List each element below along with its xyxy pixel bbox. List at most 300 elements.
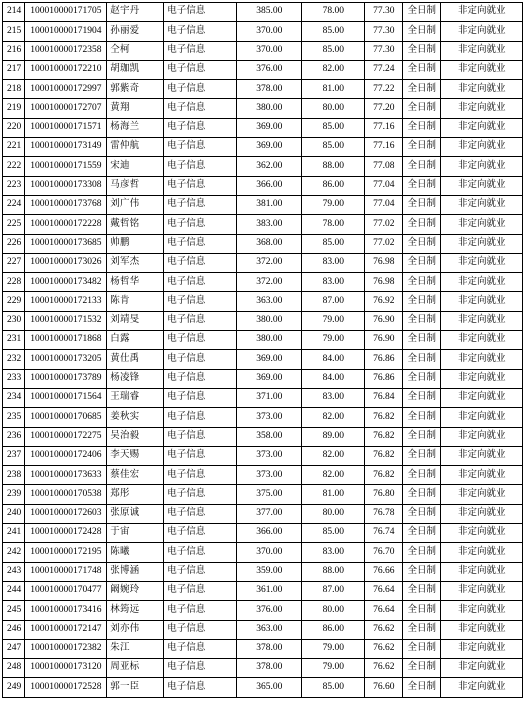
name-cell: 刘靖旻 (107, 311, 164, 330)
employment-type-cell: 非定向就业 (441, 350, 523, 369)
table-row (3, 620, 523, 639)
retest-score-cell: 85.00 (302, 678, 365, 697)
total-score-cell: 76.86 (365, 369, 403, 388)
exam-id-cell: 100010000172195 (25, 543, 107, 562)
rank-cell: 214 (3, 3, 25, 22)
name-cell: 刘广伟 (107, 195, 164, 214)
initial-score-cell: 363.00 (237, 620, 302, 639)
retest-score-cell: 80.00 (302, 99, 365, 118)
name-cell: 杨海兰 (107, 118, 164, 137)
initial-score-cell: 370.00 (237, 543, 302, 562)
employment-type-cell: 非定向就业 (441, 195, 523, 214)
exam-id-cell: 100010000172228 (25, 215, 107, 234)
rank-cell: 243 (3, 562, 25, 581)
employment-type-cell: 非定向就业 (441, 485, 523, 504)
exam-id-cell: 100010000172406 (25, 446, 107, 465)
total-score-cell: 76.70 (365, 543, 403, 562)
total-score-cell: 76.84 (365, 388, 403, 407)
major-cell: 电子信息 (164, 543, 237, 562)
rank-cell: 247 (3, 639, 25, 658)
total-score-cell: 76.82 (365, 466, 403, 485)
exam-id-cell: 100010000170538 (25, 485, 107, 504)
employment-type-cell: 非定向就业 (441, 581, 523, 600)
employment-type-cell: 非定向就业 (441, 601, 523, 620)
study-mode-cell: 全日制 (403, 543, 441, 562)
total-score-cell: 76.64 (365, 581, 403, 600)
retest-score-cell: 82.00 (302, 466, 365, 485)
study-mode-cell: 全日制 (403, 292, 441, 311)
table-row (3, 581, 523, 600)
initial-score-cell: 375.00 (237, 485, 302, 504)
initial-score-cell: 371.00 (237, 388, 302, 407)
retest-score-cell: 79.00 (302, 639, 365, 658)
employment-type-cell: 非定向就业 (441, 3, 523, 22)
initial-score-cell: 385.00 (237, 3, 302, 22)
total-score-cell: 77.24 (365, 60, 403, 79)
rank-cell: 217 (3, 60, 25, 79)
exam-id-cell: 100010000172528 (25, 678, 107, 697)
employment-type-cell: 非定向就业 (441, 331, 523, 350)
total-score-cell: 76.82 (365, 408, 403, 427)
major-cell: 电子信息 (164, 3, 237, 22)
major-cell: 电子信息 (164, 118, 237, 137)
major-cell: 电子信息 (164, 659, 237, 678)
study-mode-cell: 全日制 (403, 427, 441, 446)
rank-cell: 225 (3, 215, 25, 234)
name-cell: 孙丽爱 (107, 22, 164, 41)
exam-id-cell: 100010000173633 (25, 466, 107, 485)
total-score-cell: 76.86 (365, 350, 403, 369)
retest-score-cell: 78.00 (302, 215, 365, 234)
major-cell: 电子信息 (164, 408, 237, 427)
table-row (3, 466, 523, 485)
study-mode-cell: 全日制 (403, 601, 441, 620)
exam-id-cell: 100010000171564 (25, 388, 107, 407)
study-mode-cell: 全日制 (403, 253, 441, 272)
name-cell: 周亚标 (107, 659, 164, 678)
admission-results-table (2, 2, 523, 698)
rank-cell: 226 (3, 234, 25, 253)
name-cell: 陈曦 (107, 543, 164, 562)
major-cell: 电子信息 (164, 176, 237, 195)
total-score-cell: 76.82 (365, 427, 403, 446)
study-mode-cell: 全日制 (403, 234, 441, 253)
major-cell: 电子信息 (164, 524, 237, 543)
total-score-cell: 77.08 (365, 157, 403, 176)
study-mode-cell: 全日制 (403, 485, 441, 504)
study-mode-cell: 全日制 (403, 118, 441, 137)
total-score-cell: 77.04 (365, 176, 403, 195)
major-cell: 电子信息 (164, 446, 237, 465)
table-row (3, 601, 523, 620)
exam-id-cell: 100010000171532 (25, 311, 107, 330)
table-row (3, 659, 523, 678)
table-row (3, 388, 523, 407)
total-score-cell: 76.80 (365, 485, 403, 504)
initial-score-cell: 372.00 (237, 273, 302, 292)
study-mode-cell: 全日制 (403, 524, 441, 543)
name-cell: 雷仲航 (107, 138, 164, 157)
name-cell: 李天赐 (107, 446, 164, 465)
major-cell: 电子信息 (164, 292, 237, 311)
study-mode-cell: 全日制 (403, 408, 441, 427)
major-cell: 电子信息 (164, 311, 237, 330)
rank-cell: 238 (3, 466, 25, 485)
initial-score-cell: 378.00 (237, 659, 302, 678)
retest-score-cell: 89.00 (302, 427, 365, 446)
initial-score-cell: 373.00 (237, 466, 302, 485)
exam-id-cell: 100010000173768 (25, 195, 107, 214)
study-mode-cell: 全日制 (403, 446, 441, 465)
name-cell: 阚婉玲 (107, 581, 164, 600)
initial-score-cell: 359.00 (237, 562, 302, 581)
initial-score-cell: 362.00 (237, 157, 302, 176)
table-row (3, 524, 523, 543)
exam-id-cell: 100010000170685 (25, 408, 107, 427)
employment-type-cell: 非定向就业 (441, 99, 523, 118)
retest-score-cell: 84.00 (302, 369, 365, 388)
total-score-cell: 77.04 (365, 195, 403, 214)
retest-score-cell: 88.00 (302, 562, 365, 581)
study-mode-cell: 全日制 (403, 504, 441, 523)
rank-cell: 249 (3, 678, 25, 697)
exam-id-cell: 100010000171748 (25, 562, 107, 581)
table-row (3, 292, 523, 311)
rank-cell: 230 (3, 311, 25, 330)
table-row (3, 504, 523, 523)
retest-score-cell: 87.00 (302, 581, 365, 600)
employment-type-cell: 非定向就业 (441, 138, 523, 157)
major-cell: 电子信息 (164, 601, 237, 620)
rank-cell: 232 (3, 350, 25, 369)
rank-cell: 246 (3, 620, 25, 639)
retest-score-cell: 82.00 (302, 446, 365, 465)
employment-type-cell: 非定向就业 (441, 388, 523, 407)
total-score-cell: 77.30 (365, 22, 403, 41)
exam-id-cell: 100010000171868 (25, 331, 107, 350)
employment-type-cell: 非定向就业 (441, 215, 523, 234)
exam-id-cell: 100010000173026 (25, 253, 107, 272)
rank-cell: 239 (3, 485, 25, 504)
initial-score-cell: 380.00 (237, 311, 302, 330)
initial-score-cell: 373.00 (237, 446, 302, 465)
employment-type-cell: 非定向就业 (441, 562, 523, 581)
table-row (3, 80, 523, 99)
total-score-cell: 76.92 (365, 292, 403, 311)
total-score-cell: 76.90 (365, 331, 403, 350)
table-row (3, 543, 523, 562)
rank-cell: 219 (3, 99, 25, 118)
study-mode-cell: 全日制 (403, 331, 441, 350)
table-row (3, 157, 523, 176)
total-score-cell: 77.20 (365, 99, 403, 118)
employment-type-cell: 非定向就业 (441, 176, 523, 195)
retest-score-cell: 85.00 (302, 524, 365, 543)
major-cell: 电子信息 (164, 485, 237, 504)
name-cell: 朱江 (107, 639, 164, 658)
exam-id-cell: 100010000173482 (25, 273, 107, 292)
retest-score-cell: 82.00 (302, 408, 365, 427)
initial-score-cell: 372.00 (237, 253, 302, 272)
major-cell: 电子信息 (164, 157, 237, 176)
employment-type-cell: 非定向就业 (441, 292, 523, 311)
employment-type-cell: 非定向就业 (441, 639, 523, 658)
rank-cell: 248 (3, 659, 25, 678)
initial-score-cell: 366.00 (237, 176, 302, 195)
exam-id-cell: 100010000172147 (25, 620, 107, 639)
name-cell: 胡珈凯 (107, 60, 164, 79)
study-mode-cell: 全日制 (403, 215, 441, 234)
rank-cell: 244 (3, 581, 25, 600)
table-row (3, 369, 523, 388)
major-cell: 电子信息 (164, 581, 237, 600)
employment-type-cell: 非定向就业 (441, 157, 523, 176)
study-mode-cell: 全日制 (403, 369, 441, 388)
rank-cell: 222 (3, 157, 25, 176)
total-score-cell: 77.02 (365, 215, 403, 234)
retest-score-cell: 86.00 (302, 620, 365, 639)
exam-id-cell: 100010000172997 (25, 80, 107, 99)
study-mode-cell: 全日制 (403, 639, 441, 658)
major-cell: 电子信息 (164, 331, 237, 350)
initial-score-cell: 369.00 (237, 118, 302, 137)
initial-score-cell: 373.00 (237, 408, 302, 427)
rank-cell: 223 (3, 176, 25, 195)
initial-score-cell: 380.00 (237, 331, 302, 350)
name-cell: 赵宇丹 (107, 3, 164, 22)
name-cell: 郭一臣 (107, 678, 164, 697)
table-row (3, 639, 523, 658)
rank-cell: 229 (3, 292, 25, 311)
total-score-cell: 76.62 (365, 639, 403, 658)
rank-cell: 233 (3, 369, 25, 388)
name-cell: 仝柯 (107, 41, 164, 60)
retest-score-cell: 81.00 (302, 80, 365, 99)
exam-id-cell: 100010000173120 (25, 659, 107, 678)
exam-id-cell: 100010000171559 (25, 157, 107, 176)
employment-type-cell: 非定向就业 (441, 234, 523, 253)
employment-type-cell: 非定向就业 (441, 466, 523, 485)
exam-id-cell: 100010000173205 (25, 350, 107, 369)
initial-score-cell: 365.00 (237, 678, 302, 697)
table-row (3, 350, 523, 369)
initial-score-cell: 366.00 (237, 524, 302, 543)
major-cell: 电子信息 (164, 678, 237, 697)
study-mode-cell: 全日制 (403, 620, 441, 639)
retest-score-cell: 85.00 (302, 118, 365, 137)
table-row (3, 253, 523, 272)
study-mode-cell: 全日制 (403, 99, 441, 118)
total-score-cell: 76.78 (365, 504, 403, 523)
total-score-cell: 77.22 (365, 80, 403, 99)
name-cell: 黄仕禹 (107, 350, 164, 369)
major-cell: 电子信息 (164, 562, 237, 581)
initial-score-cell: 363.00 (237, 292, 302, 311)
study-mode-cell: 全日制 (403, 3, 441, 22)
employment-type-cell: 非定向就业 (441, 659, 523, 678)
total-score-cell: 77.16 (365, 118, 403, 137)
major-cell: 电子信息 (164, 138, 237, 157)
major-cell: 电子信息 (164, 60, 237, 79)
employment-type-cell: 非定向就业 (441, 60, 523, 79)
major-cell: 电子信息 (164, 22, 237, 41)
total-score-cell: 76.74 (365, 524, 403, 543)
retest-score-cell: 83.00 (302, 273, 365, 292)
major-cell: 电子信息 (164, 253, 237, 272)
retest-score-cell: 87.00 (302, 292, 365, 311)
name-cell: 戴哲铭 (107, 215, 164, 234)
rank-cell: 235 (3, 408, 25, 427)
table-row (3, 485, 523, 504)
retest-score-cell: 81.00 (302, 485, 365, 504)
major-cell: 电子信息 (164, 80, 237, 99)
rank-cell: 216 (3, 41, 25, 60)
study-mode-cell: 全日制 (403, 581, 441, 600)
rank-cell: 237 (3, 446, 25, 465)
initial-score-cell: 369.00 (237, 138, 302, 157)
study-mode-cell: 全日制 (403, 273, 441, 292)
table-row (3, 311, 523, 330)
retest-score-cell: 86.00 (302, 176, 365, 195)
total-score-cell: 76.90 (365, 311, 403, 330)
initial-score-cell: 370.00 (237, 22, 302, 41)
study-mode-cell: 全日制 (403, 659, 441, 678)
name-cell: 刘亦伟 (107, 620, 164, 639)
rank-cell: 220 (3, 118, 25, 137)
major-cell: 电子信息 (164, 388, 237, 407)
name-cell: 陈肯 (107, 292, 164, 311)
major-cell: 电子信息 (164, 620, 237, 639)
retest-score-cell: 83.00 (302, 253, 365, 272)
name-cell: 杨凌锋 (107, 369, 164, 388)
table-row (3, 3, 523, 22)
table-row (3, 331, 523, 350)
rank-cell: 224 (3, 195, 25, 214)
name-cell: 郭紫奇 (107, 80, 164, 99)
total-score-cell: 76.64 (365, 601, 403, 620)
major-cell: 电子信息 (164, 273, 237, 292)
major-cell: 电子信息 (164, 41, 237, 60)
retest-score-cell: 88.00 (302, 157, 365, 176)
rank-cell: 215 (3, 22, 25, 41)
initial-score-cell: 369.00 (237, 350, 302, 369)
exam-id-cell: 100010000170477 (25, 581, 107, 600)
major-cell: 电子信息 (164, 639, 237, 658)
major-cell: 电子信息 (164, 215, 237, 234)
exam-id-cell: 100010000172275 (25, 427, 107, 446)
major-cell: 电子信息 (164, 427, 237, 446)
major-cell: 电子信息 (164, 350, 237, 369)
initial-score-cell: 378.00 (237, 639, 302, 658)
employment-type-cell: 非定向就业 (441, 41, 523, 60)
initial-score-cell: 376.00 (237, 601, 302, 620)
exam-id-cell: 100010000173149 (25, 138, 107, 157)
table-row (3, 195, 523, 214)
total-score-cell: 76.82 (365, 446, 403, 465)
study-mode-cell: 全日制 (403, 466, 441, 485)
employment-type-cell: 非定向就业 (441, 620, 523, 639)
study-mode-cell: 全日制 (403, 388, 441, 407)
name-cell: 帅鹏 (107, 234, 164, 253)
retest-score-cell: 79.00 (302, 195, 365, 214)
study-mode-cell: 全日制 (403, 195, 441, 214)
table-row (3, 678, 523, 697)
major-cell: 电子信息 (164, 234, 237, 253)
total-score-cell: 76.98 (365, 253, 403, 272)
exam-id-cell: 100010000173685 (25, 234, 107, 253)
table-row (3, 408, 523, 427)
employment-type-cell: 非定向就业 (441, 427, 523, 446)
employment-type-cell: 非定向就业 (441, 253, 523, 272)
name-cell: 白露 (107, 331, 164, 350)
study-mode-cell: 全日制 (403, 350, 441, 369)
rank-cell: 240 (3, 504, 25, 523)
retest-score-cell: 85.00 (302, 234, 365, 253)
employment-type-cell: 非定向就业 (441, 524, 523, 543)
name-cell: 张原诚 (107, 504, 164, 523)
rank-cell: 236 (3, 427, 25, 446)
name-cell: 杨哲华 (107, 273, 164, 292)
initial-score-cell: 369.00 (237, 369, 302, 388)
retest-score-cell: 80.00 (302, 601, 365, 620)
study-mode-cell: 全日制 (403, 157, 441, 176)
name-cell: 刘军杰 (107, 253, 164, 272)
retest-score-cell: 85.00 (302, 41, 365, 60)
name-cell: 于宙 (107, 524, 164, 543)
study-mode-cell: 全日制 (403, 678, 441, 697)
study-mode-cell: 全日制 (403, 138, 441, 157)
retest-score-cell: 79.00 (302, 331, 365, 350)
exam-id-cell: 100010000172603 (25, 504, 107, 523)
table-row (3, 99, 523, 118)
table-row (3, 176, 523, 195)
name-cell: 姜秋实 (107, 408, 164, 427)
name-cell: 张博涵 (107, 562, 164, 581)
name-cell: 马彦哲 (107, 176, 164, 195)
rank-cell: 241 (3, 524, 25, 543)
study-mode-cell: 全日制 (403, 311, 441, 330)
total-score-cell: 77.16 (365, 138, 403, 157)
study-mode-cell: 全日制 (403, 41, 441, 60)
exam-id-cell: 100010000173789 (25, 369, 107, 388)
employment-type-cell: 非定向就业 (441, 446, 523, 465)
name-cell: 吴治毅 (107, 427, 164, 446)
total-score-cell: 76.60 (365, 678, 403, 697)
initial-score-cell: 381.00 (237, 195, 302, 214)
major-cell: 电子信息 (164, 195, 237, 214)
exam-id-cell: 100010000173416 (25, 601, 107, 620)
employment-type-cell: 非定向就业 (441, 504, 523, 523)
rank-cell: 231 (3, 331, 25, 350)
major-cell: 电子信息 (164, 466, 237, 485)
total-score-cell: 77.30 (365, 3, 403, 22)
employment-type-cell: 非定向就业 (441, 369, 523, 388)
table-row (3, 60, 523, 79)
table-row (3, 562, 523, 581)
exam-id-cell: 100010000171705 (25, 3, 107, 22)
initial-score-cell: 377.00 (237, 504, 302, 523)
exam-id-cell: 100010000172210 (25, 60, 107, 79)
table-row (3, 215, 523, 234)
retest-score-cell: 80.00 (302, 504, 365, 523)
name-cell: 宋迪 (107, 157, 164, 176)
rank-cell: 245 (3, 601, 25, 620)
exam-id-cell: 100010000172428 (25, 524, 107, 543)
retest-score-cell: 83.00 (302, 388, 365, 407)
initial-score-cell: 358.00 (237, 427, 302, 446)
employment-type-cell: 非定向就业 (441, 311, 523, 330)
total-score-cell: 77.02 (365, 234, 403, 253)
